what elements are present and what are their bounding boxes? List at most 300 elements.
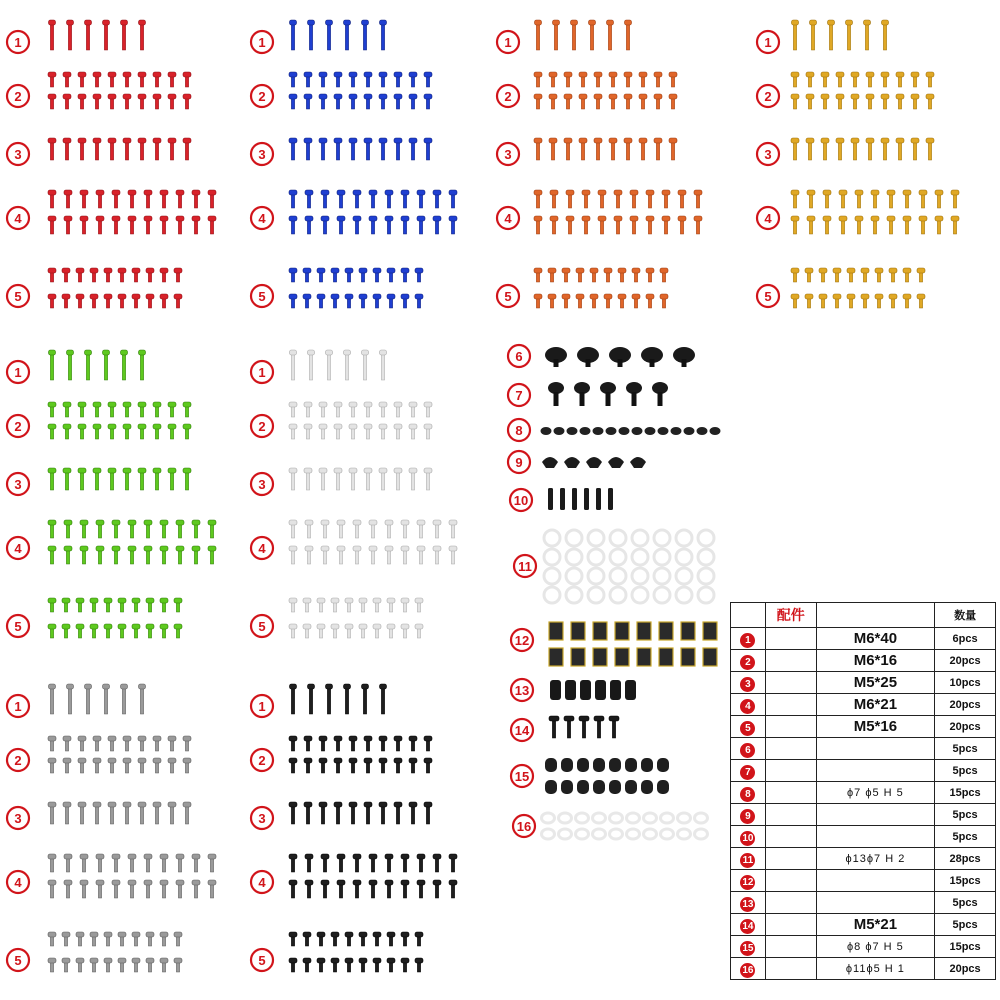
screw-group-red [7,20,216,308]
table-row [731,848,996,870]
label-badge [251,473,273,495]
screw-group-gold [757,20,959,308]
well-nut [560,488,565,510]
row-spec: ϕ13ϕ7 H 2 [816,848,935,870]
row-number [731,804,766,826]
speed-nut [637,648,651,666]
speed-nut [659,648,673,666]
label-badge [757,85,779,107]
label-number: 2 [14,753,22,768]
rubber-spacer [545,758,557,772]
flat-washer [559,829,572,839]
label-number: 1 [258,699,266,714]
screw-group-orange [497,20,702,308]
speed-nut [615,622,629,640]
label-number: 2 [504,89,512,104]
speed-nut [637,622,651,640]
clear-washer [544,568,560,584]
spacer [580,427,591,435]
speed-nut [703,648,717,666]
row-qty: 5pcs [935,760,996,782]
row-number [731,936,766,958]
label-number: 3 [258,477,266,492]
label-number: 8 [515,423,523,438]
table-row [731,870,996,892]
bolt-row-silver-2 [289,424,432,439]
rubber-spacer [593,780,605,794]
push-rivet [626,382,642,406]
spec-table [730,602,996,980]
label-number: 1 [258,35,266,50]
label-badge [7,949,29,971]
clear-washer [698,530,714,546]
label-number: 5 [258,619,266,634]
speed-nut [681,622,695,640]
row-qty: 15pcs [935,782,996,804]
clear-washer [654,568,670,584]
rubber-spacer [641,758,653,772]
label-number: 1 [14,35,22,50]
spacer [658,427,669,435]
rubber-nut [565,680,576,700]
label-badge [7,85,29,107]
row-number [731,716,766,738]
well-nut [548,488,553,510]
row-number [731,672,766,694]
bolt-row-red-1 [49,20,146,50]
clear-washer [698,587,714,603]
label-badge [757,285,779,307]
label-number: 4 [258,875,266,890]
row-spec [816,870,935,892]
bolt-row-blue-3 [289,138,432,160]
row-blank [765,826,816,848]
table-row [731,738,996,760]
bolt-row-black-3 [289,802,432,824]
row-qty: 5pcs [935,804,996,826]
bolt-row-silver-2 [289,402,432,417]
row-spec: ϕ11ϕ5 H 1 [816,958,935,980]
table-row [731,672,996,694]
label-badge [251,85,273,107]
clear-washer [544,549,560,565]
row-spec: ϕ8 ϕ7 H 5 [816,936,935,958]
rubber-spacer [609,758,621,772]
row-number [731,738,766,760]
row-number-badge: 10 [742,832,754,844]
label-badge [7,871,29,893]
bolt-row-green-4 [48,520,216,538]
row-blank [765,672,816,694]
bolt-row-orange-5 [534,294,668,308]
spacer [593,427,604,435]
row-blank [765,650,816,672]
clear-washer [610,549,626,565]
header-spec [816,603,935,628]
clear-washer [632,530,648,546]
rubber-spacer [657,780,669,794]
row-qty: 15pcs [935,870,996,892]
label-number: 5 [258,289,266,304]
row-qty: 20pcs [935,650,996,672]
spacer [619,427,630,435]
spacer [645,427,656,435]
flat-washer [678,829,691,839]
label-number: 5 [14,953,22,968]
row-spec: M5*21 [816,914,935,936]
label-number: 2 [764,89,772,104]
label-number: 9 [515,455,523,470]
label-badge [511,679,533,701]
push-rivet [548,382,564,406]
row-number-badge: 2 [740,655,755,670]
row-spec: M6*40 [816,628,935,650]
label-badge [251,871,273,893]
label-number: 4 [14,541,22,556]
flat-washer [576,813,589,823]
flat-washer [661,813,674,823]
bolt-row-black-2 [289,758,432,773]
bolt-row-orange-2 [534,72,677,87]
label-badge [757,207,779,229]
label-badge [251,695,273,717]
bolt-row-black-5 [289,958,423,972]
clear-washer [676,587,692,603]
row-blank [765,870,816,892]
label-badge [497,285,519,307]
clear-washer [698,568,714,584]
spacer [554,427,565,435]
row-blank [765,694,816,716]
label-number: 10 [513,493,529,508]
bolt-row-red-4 [48,216,216,234]
clear-washer [676,549,692,565]
label-badge [251,537,273,559]
flat-washer [627,829,640,839]
row-number-badge: 13 [742,898,754,910]
bolt-row-green-5 [48,598,182,612]
flat-washer [644,829,657,839]
row-spec [816,738,935,760]
spacer [697,427,708,435]
bolt-row-gray-4 [48,854,216,872]
label-badge [514,555,536,577]
label-badge [508,345,530,367]
label-badge [7,31,29,53]
label-number: 1 [14,365,22,380]
row-blank [765,936,816,958]
row-blank [765,716,816,738]
push-rivet [545,347,567,367]
bolt-row-green-2 [48,424,191,439]
bolt-row-silver-5 [289,624,423,638]
label-number: 15 [514,769,530,784]
label-number: 2 [258,89,266,104]
label-badge [511,765,533,787]
row-number-badge: 9 [740,809,755,824]
row-spec: M5*16 [816,716,935,738]
rubber-nut [550,680,561,700]
spacer [541,427,552,435]
label-badge [757,143,779,165]
label-number: 3 [258,147,266,162]
table-row [731,958,996,980]
push-rivet [600,382,616,406]
spacer [710,427,721,435]
label-badge [251,207,273,229]
bolt-row-black-2 [289,736,432,751]
table-row [731,650,996,672]
flat-washer [576,829,589,839]
label-number: 7 [515,388,523,403]
row-blank [765,892,816,914]
screw [609,716,619,738]
spacer [684,427,695,435]
flat-washer [542,813,555,823]
push-rivet [673,347,695,367]
row-qty: 15pcs [935,936,996,958]
bolt-row-orange-1 [535,20,632,50]
row-spec [816,892,935,914]
screw [564,716,574,738]
flat-washer [644,813,657,823]
row-qty: 20pcs [935,716,996,738]
row-spec [816,826,935,848]
label-number: 2 [258,419,266,434]
label-badge [251,361,273,383]
label-badge [757,31,779,53]
clear-washer [610,587,626,603]
push-rivet [652,382,668,406]
bolt-row-gray-3 [48,802,191,824]
label-badge [251,143,273,165]
row-qty: 5pcs [935,892,996,914]
rubber-spacer [625,780,637,794]
bolt-row-gold-1 [792,20,889,50]
bolt-row-gold-4 [791,216,959,234]
flat-washer [627,813,640,823]
bolt-row-blue-5 [289,294,423,308]
bolt-row-gray-2 [48,758,191,773]
speed-nut [571,622,585,640]
screw [549,716,559,738]
label-number: 4 [258,541,266,556]
label-badge [251,415,273,437]
label-number: 4 [14,875,22,890]
row-qty: 5pcs [935,826,996,848]
label-number: 5 [14,619,22,634]
label-number: 3 [504,147,512,162]
row-spec: M6*16 [816,650,935,672]
well-nut [596,488,601,510]
row-number-badge: 3 [740,677,755,692]
clear-washer [632,549,648,565]
label-badge [7,285,29,307]
label-number: 3 [258,811,266,826]
label-number: 16 [516,819,532,834]
label-badge [508,451,530,473]
row-number-badge: 1 [740,633,755,648]
row-qty: 10pcs [935,672,996,694]
row-number [731,914,766,936]
label-number: 2 [258,753,266,768]
clip [542,457,558,468]
row-qty: 28pcs [935,848,996,870]
label-number: 3 [14,477,22,492]
bolt-row-red-5 [48,294,182,308]
row-number [731,958,766,980]
row-number [731,694,766,716]
clear-washer [610,568,626,584]
clear-washer [566,568,582,584]
clip [608,457,624,468]
table-row [731,892,996,914]
label-badge [497,207,519,229]
label-badge [251,807,273,829]
spacer [606,427,617,435]
bolt-row-gold-4 [791,190,959,208]
label-badge [7,749,29,771]
row-number-badge: 7 [740,765,755,780]
row-blank [765,628,816,650]
spacer [671,427,682,435]
bolt-row-red-5 [48,268,182,282]
bolt-row-gray-4 [48,880,216,898]
label-number: 5 [504,289,512,304]
row-qty: 5pcs [935,738,996,760]
rubber-spacer [577,758,589,772]
bolt-row-silver-1 [290,350,387,380]
clear-washer [632,568,648,584]
row-number-badge: 12 [742,876,754,888]
rubber-spacer [625,758,637,772]
clear-washer [566,549,582,565]
table-row [731,804,996,826]
table-row [731,760,996,782]
label-number: 4 [764,211,772,226]
label-badge [7,807,29,829]
bolt-row-gold-2 [791,94,934,109]
label-number: 2 [14,89,22,104]
bolt-row-orange-4 [534,190,702,208]
row-qty: 6pcs [935,628,996,650]
bolt-row-red-2 [48,72,191,87]
clear-washer [588,568,604,584]
clear-washer [544,530,560,546]
label-number: 5 [14,289,22,304]
label-number: 12 [514,633,530,648]
rubber-spacer [545,780,557,794]
label-badge [7,695,29,717]
row-number-badge: 11 [740,853,755,868]
table-row [731,936,996,958]
flat-washer [695,813,708,823]
row-spec: M5*25 [816,672,935,694]
flat-washer [610,813,623,823]
speed-nut [571,648,585,666]
speed-nut [549,648,563,666]
clear-washer [676,568,692,584]
screw [594,716,604,738]
bolt-row-blue-5 [289,268,423,282]
bolt-row-blue-1 [290,20,387,50]
bolt-row-orange-4 [534,216,702,234]
screw-group-black [251,684,457,972]
label-number: 3 [14,147,22,162]
flat-washer [661,829,674,839]
bolt-row-green-3 [48,468,191,490]
label-number: 1 [258,365,266,380]
label-badge [510,489,532,511]
label-badge [7,615,29,637]
bolt-row-green-2 [48,402,191,417]
row-number [731,760,766,782]
bolt-row-orange-3 [534,138,677,160]
rubber-spacer [561,758,573,772]
bolt-row-silver-4 [289,546,457,564]
row-number [731,848,766,870]
row-number [731,870,766,892]
label-number: 3 [14,811,22,826]
screw-group-blue [251,20,457,308]
rubber-nut [625,680,636,700]
spec-table-header [731,603,996,628]
clear-washer [654,549,670,565]
row-blank [765,958,816,980]
label-badge [251,949,273,971]
flat-washer [542,829,555,839]
row-blank [765,782,816,804]
bolt-row-orange-2 [534,94,677,109]
row-blank [765,914,816,936]
rubber-nut [580,680,591,700]
clear-washer [676,530,692,546]
clear-washer [654,530,670,546]
screw-group-silver [251,350,457,638]
bolt-row-green-4 [48,546,216,564]
bolt-row-blue-4 [289,216,457,234]
row-number [731,892,766,914]
label-number: 11 [518,559,532,574]
screw-group-green [7,350,216,638]
rubber-nut [610,680,621,700]
rubber-nut [595,680,606,700]
push-rivet [609,347,631,367]
flat-washer [593,829,606,839]
label-number: 4 [504,211,512,226]
clear-washer [588,587,604,603]
rubber-spacer [657,758,669,772]
label-number: 5 [258,953,266,968]
label-badge [7,473,29,495]
row-blank [765,804,816,826]
well-nut [608,488,613,510]
label-number: 4 [14,211,22,226]
bolt-row-gold-2 [791,72,934,87]
well-nut [572,488,577,510]
row-number [731,650,766,672]
label-badge [513,815,535,837]
flat-washer [559,813,572,823]
row-number-badge: 4 [740,699,755,714]
clear-washer [566,587,582,603]
row-blank [765,848,816,870]
accessory-parts [508,345,721,839]
clear-washer [566,530,582,546]
bolt-row-blue-2 [289,72,432,87]
header-blank [731,603,766,628]
row-number-badge: 5 [740,721,755,736]
